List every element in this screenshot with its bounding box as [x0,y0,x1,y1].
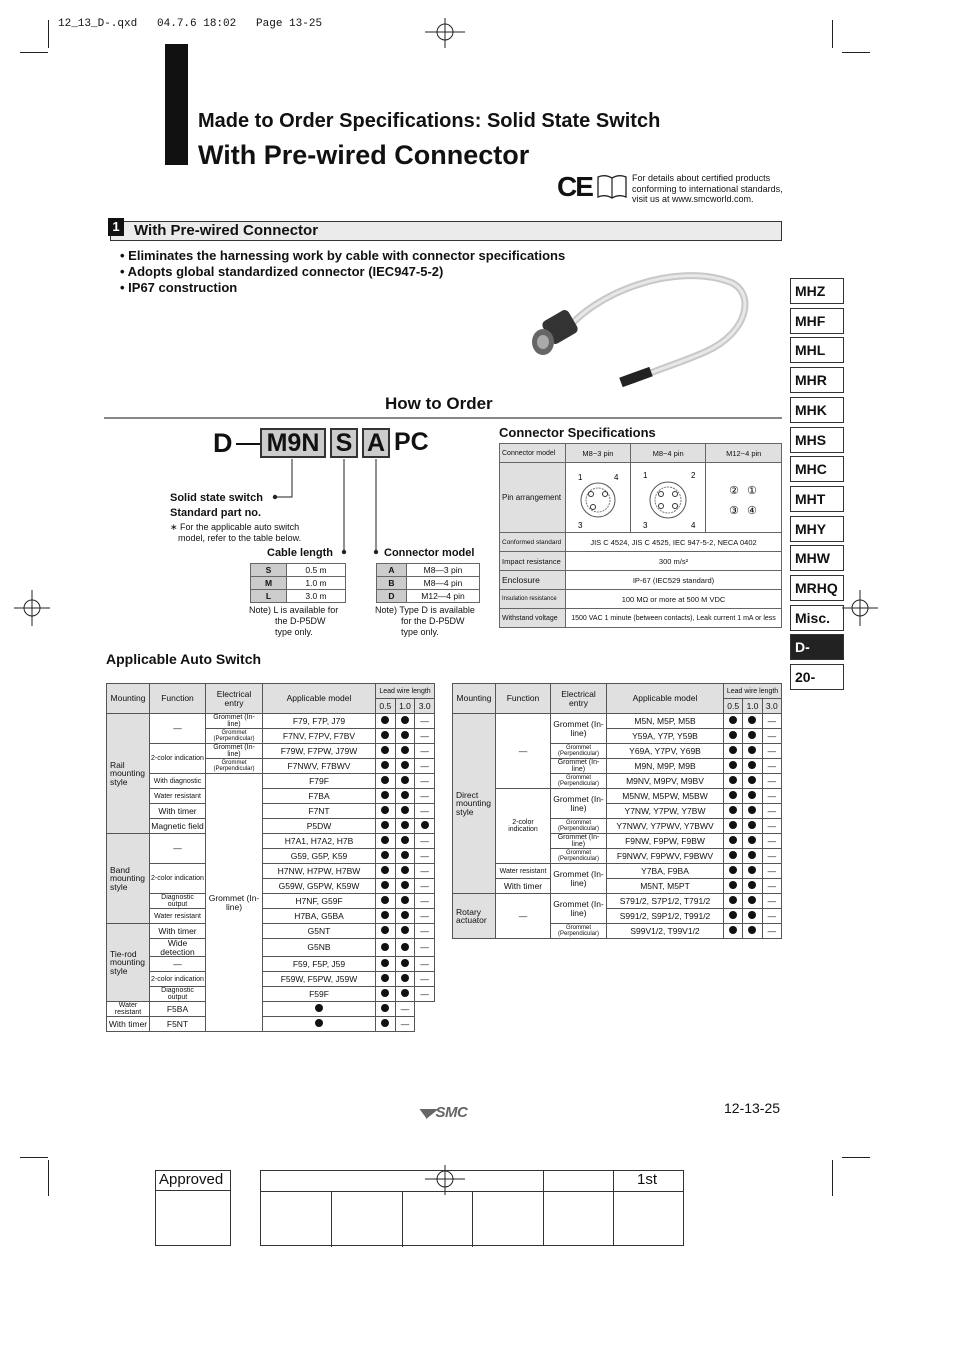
function-cell: With timer [150,804,206,819]
applicable-switch-table-right: Mounting Function Electrical entry Applicable model Lead wire length 0.5 1.0 3.0 Direct mounting style — Grommet (In-line) M5N, M5P, M5B — Y59A, Y7P, Y59B — Grommet (Perpendicular) Y69A, Y7PV, Y69B — Grommet (In-line) M9N, M9P, M9B — Grommet (Perpendicular) M9NV, M9PV, M9BV — 2-color indication Grommet (In-line) M5NW, M5PW, M5BW — Y7NW, Y7PW, Y7BW — Grommet (Perpendicular) Y7NWV, Y7PWV, Y7BWV — Grommet (In-line) F9NW, F9PW, F9BW — Grommet (Perpendicular) F9NWV, F9PWV, F9BWV — Water resistant Grommet (In-line) Y7BA, F9BA — With timer M5NT, M5PT — Rotary actuator — Grommet (In-line) S791/2, S7P1/2, T791/2 — S991/2, S9P1/2, T991/2 — Grommet (Perpendicular) S99V1/2, T99V1/2 — [452,683,782,939]
divider [104,417,782,419]
model-cell: F9NW, F9PW, F9BW [607,834,724,849]
model-cell: F59F [263,987,376,1002]
available-dot [401,974,409,982]
table-row [453,879,782,894]
available-dot [729,836,737,844]
unavailable-dash: — [415,894,435,909]
unavailable-dash: — [415,924,435,939]
function-cell: With timer [107,1017,150,1032]
available-dot [748,881,756,889]
unavailable-dash: — [762,864,781,879]
function-cell: Wide detection [150,939,206,957]
feature-list [120,248,565,296]
table-row [107,774,435,789]
available-dot [748,896,756,904]
page-title: With Pre-wired Connector [198,140,530,170]
model-cell: G5NT [263,924,376,939]
available-dot [401,806,409,814]
available-dot [748,746,756,754]
section-number: 1 [108,218,124,236]
available-dot [381,746,389,754]
model-cell: M9N, M9P, M9B [607,759,724,774]
function-cell: — [150,714,206,744]
available-dot [729,821,737,829]
available-dot [729,851,737,859]
table-row [107,924,435,939]
available-dot [748,731,756,739]
available-dot [381,776,389,784]
available-dot [401,776,409,784]
available-dot [729,911,737,919]
entry-cell: Grommet (Perpendicular) [551,819,607,834]
available-dot [401,836,409,844]
available-dot [401,716,409,724]
available-dot [401,761,409,769]
model-cell: G5NB [263,939,376,957]
available-dot [729,761,737,769]
table-row [107,957,435,972]
table-row [107,804,435,819]
model-cell: M5NW, M5PW, M5BW [607,789,724,804]
svg-text:1: 1 [643,470,648,480]
svg-text:3: 3 [643,520,648,530]
available-dot [381,821,389,829]
table-row [107,1017,435,1032]
available-dot [401,851,409,859]
order-prefix: D [213,428,233,458]
table-row [453,864,782,879]
mounting-cell: Band mounting style [107,834,150,924]
available-dot [748,716,756,724]
model-cell: G59, G5P, K59 [263,849,376,864]
table-row [107,789,435,804]
unavailable-dash: — [762,789,781,804]
smc-logo: ◥◤SMC [418,1104,468,1121]
model-cell: F7BA [263,789,376,804]
table-row [107,819,435,834]
available-dot [401,896,409,904]
sidebar-item-mht[interactable]: MHT [790,486,844,512]
svg-text:②: ② [728,483,739,497]
available-dot [748,866,756,874]
available-dot [729,881,737,889]
available-dot [401,731,409,739]
unavailable-dash: — [395,1017,415,1032]
unavailable-dash: — [762,924,781,939]
table-row [453,714,782,729]
available-dot [381,791,389,799]
svg-text:1: 1 [577,472,583,482]
label-note1: ∗ For the applicable auto switch [170,522,300,532]
cable-note: Note) L is available for the D-P5DW type only. [249,605,339,637]
approval-box: Approved [155,1170,231,1246]
sidebar-item-d[interactable]: D- [790,634,844,660]
available-dot [401,943,409,951]
feature-item: • Eliminates the harnessing work by cable with connector specifications [120,248,566,263]
available-dot [401,926,409,934]
entry-cell: Grommet (Perpendicular) [206,759,263,774]
model-cell: Y7BA, F9BA [607,864,724,879]
unavailable-dash: — [762,894,781,909]
unavailable-dash: — [762,714,781,729]
model-cell: S99V1/2, T99V1/2 [607,924,724,939]
entry-cell: Grommet (In-line) [206,744,263,759]
function-cell: Diagnostic output [150,894,206,909]
pin-diagram-m8-4 [633,464,703,530]
unavailable-dash: — [415,804,435,819]
unavailable-dash: — [415,759,435,774]
mounting-cell: Rail mounting style [107,714,150,834]
registration-mark-top [425,18,465,48]
unavailable-dash: — [762,774,781,789]
model-cell: F9NWV, F9PWV, F9BWV [607,849,724,864]
available-dot [381,761,389,769]
table-row [107,1002,435,1017]
function-cell: Diagnostic output [150,987,206,1002]
pin-diagram-m12-4 [709,464,779,530]
svg-text:2: 2 [691,470,696,480]
available-dot [748,926,756,934]
model-cell: F7NV, F7PV, F7BV [263,729,376,744]
available-dot [315,1019,323,1027]
order-connector-box: A [362,428,390,458]
svg-text:④: ④ [746,503,757,517]
sidebar-item-misc[interactable]: Misc. [790,605,844,631]
function-cell: Water resistant [496,864,551,879]
entry-cell: Grommet (In-line) [206,714,263,729]
sidebar-item-mhy[interactable]: MHY [790,516,844,542]
unavailable-dash: — [762,879,781,894]
model-cell: P5DW [263,819,376,834]
sidebar-item-mhr[interactable]: MHR [790,367,844,393]
sidebar-item-mhs[interactable]: MHS [790,427,844,453]
available-dot [748,836,756,844]
sidebar-item-mhf[interactable]: MHF [790,308,844,334]
model-cell: H7NF, G59F [263,894,376,909]
available-dot [729,866,737,874]
unavailable-dash: — [762,744,781,759]
revision-grid: 1st [260,1170,684,1246]
model-cell: Y7NWV, Y7PWV, Y7BWV [607,819,724,834]
sidebar-item-mhz[interactable]: MHZ [790,278,844,304]
table-row [107,834,435,849]
available-dot [315,1004,323,1012]
available-dot [381,926,389,934]
model-cell: S791/2, S7P1/2, T791/2 [607,894,724,909]
table-row [453,894,782,909]
how-to-order-title: How to Order [385,394,493,413]
svg-text:3: 3 [577,520,583,530]
table-row [107,714,435,729]
entry-cell: Grommet (In-line) [206,774,263,1032]
unavailable-dash: — [415,864,435,879]
unavailable-dash: — [415,729,435,744]
sidebar-item-mhc[interactable]: MHC [790,456,844,482]
mounting-cell: Tie-rod mounting style [107,924,150,1002]
cert-note: For details about certified products conforming to international standards, visit us at www.smcworld.com. [632,173,783,204]
sidebar-item-mhw[interactable]: MHW [790,545,844,571]
available-dot [381,866,389,874]
entry-cell: Grommet (Perpendicular) [551,774,607,789]
available-dot [381,911,389,919]
label-solid-state: Solid state switch [170,492,263,504]
unavailable-dash: — [415,909,435,924]
available-dot [381,1019,389,1027]
order-suffix: PC [394,428,429,456]
unavailable-dash: — [415,744,435,759]
header-bar [165,44,188,165]
entry-cell: Grommet (Perpendicular) [551,924,607,939]
available-dot [401,791,409,799]
unavailable-dash: — [762,729,781,744]
function-cell: With diagnostic [150,774,206,789]
table-row [107,972,435,987]
unavailable-dash: — [762,804,781,819]
table-row [107,909,435,924]
sidebar-item-mrhq[interactable]: MRHQ [790,575,844,601]
label-standard-part: Standard part no. [170,507,262,519]
label-connector-model: Connector model [384,547,475,559]
pin-diagram-m8-3 [568,464,628,530]
available-dot [401,866,409,874]
unavailable-dash: — [762,834,781,849]
unavailable-dash: — [395,1002,415,1017]
available-dot [729,896,737,904]
unavailable-dash: — [415,834,435,849]
available-dot [381,974,389,982]
model-cell: Y59A, Y7P, Y59B [607,729,724,744]
model-cell: H7BA, G5BA [263,909,376,924]
model-cell: M5N, M5P, M5B [607,714,724,729]
available-dot [401,881,409,889]
available-dot [381,731,389,739]
table-row [453,789,782,804]
entry-cell: Grommet (Perpendicular) [551,744,607,759]
available-dot [729,926,737,934]
svg-text:4: 4 [691,520,696,530]
model-cell: F79, F7P, J79 [263,714,376,729]
function-cell: 2-color indication [150,972,206,987]
sidebar-item-20[interactable]: 20- [790,664,844,690]
available-dot [729,746,737,754]
entry-cell: Grommet (Perpendicular) [551,849,607,864]
function-cell: Magnetic field [150,819,206,834]
available-dot [401,746,409,754]
available-dot [729,791,737,799]
sidebar-item-mhl[interactable]: MHL [790,337,844,363]
model-cell: F79F [263,774,376,789]
function-cell: With timer [150,924,206,939]
order-cable-box: S [330,428,358,458]
unavailable-dash: — [762,759,781,774]
order-model-box: M9N [260,428,326,458]
unavailable-dash: — [415,714,435,729]
available-dot [401,911,409,919]
unavailable-dash: — [415,939,435,957]
function-cell: 2-color indication [150,864,206,894]
connector-model-table: A M8—3 pin B M8—4 pin D M12—4 pin [376,563,480,603]
page-number: 12-13-25 [724,1100,781,1116]
available-dot [401,989,409,997]
function-cell: Water resistant [150,789,206,804]
model-cell: G59W, G5PW, K59W [263,879,376,894]
entry-cell: Grommet (In-line) [551,714,607,744]
unavailable-dash: — [415,849,435,864]
available-dot [748,911,756,919]
table-row [107,894,435,909]
model-cell: Y69A, Y7PV, Y69B [607,744,724,759]
function-cell: 2-color indication [150,744,206,774]
model-cell: H7NW, H7PW, H7BW [263,864,376,879]
function-cell: Water resistant [107,1002,150,1017]
available-dot [381,881,389,889]
entry-cell: Grommet (In-line) [551,789,607,819]
unavailable-dash: — [415,789,435,804]
svg-text:③: ③ [728,503,739,517]
model-cell: M5NT, M5PT [607,879,724,894]
svg-text:①: ① [746,483,757,497]
function-cell: With timer [496,879,551,894]
ce-mark-icon: CE [557,171,592,202]
available-dot [729,806,737,814]
function-cell: — [496,714,551,789]
product-cable-image [525,262,755,392]
model-cell: F5BA [150,1002,206,1017]
available-dot [381,716,389,724]
unavailable-dash: — [762,909,781,924]
model-cell: F59, F5P, J59 [263,957,376,972]
connector-specs-title: Connector Specifications [499,425,656,440]
mounting-cell: Direct mounting style [453,714,496,894]
entry-cell: Grommet (In-line) [551,864,607,894]
entry-cell: Grommet (In-line) [551,894,607,924]
function-cell: — [496,894,551,939]
available-dot [729,731,737,739]
available-dot [401,821,409,829]
file-slug: 12_13_D-.qxd 04.7.6 18:02 Page 13-25 [58,18,323,30]
section-title: With Pre-wired Connector [134,222,319,239]
available-dot [748,776,756,784]
available-dot [381,836,389,844]
available-dot [748,806,756,814]
unavailable-dash: — [415,987,435,1002]
entry-cell: Grommet (In-line) [551,759,607,774]
registration-mark-right [842,590,878,626]
connector-specs-table: Connector model M8−3 pin M8−4 pin M12−4 pin Pin arrangement 1 4 3 1 2 3 4 ② ① ③ ④ Conformed standard JIS C 4524, JIS C 4525, IEC 947-5-2, NECA 0402 Impact resistance 300 m/s² Enclosure IP-67 (IEC529 standard) Insulation resistance 100 MΩ or more at 500 M VDC Withstand voltage 1500 VAC 1 minute (between contacts), Leak current 1 mA or less [499,443,782,628]
feature-item: • IP67 construction [120,280,238,295]
table-row [107,987,435,1002]
available-dot [748,851,756,859]
available-dot [748,761,756,769]
model-cell: S991/2, S9P1/2, T991/2 [607,909,724,924]
entry-cell: Grommet (In-line) [551,834,607,849]
unavailable-dash: — [415,957,435,972]
available-dot [381,959,389,967]
available-dot [729,776,737,784]
model-cell: M9NV, M9PV, M9BV [607,774,724,789]
entry-cell: Grommet (Perpendicular) [206,729,263,744]
model-cell: F7NWV, F7BWV [263,759,376,774]
function-cell: — [150,957,206,972]
unavailable-dash: — [415,972,435,987]
unavailable-dash: — [415,774,435,789]
registration-mark-left [14,590,50,626]
unavailable-dash: — [762,819,781,834]
unavailable-dash: — [762,849,781,864]
connector-note: Note) Type D is available for the D-P5DW type only. [375,605,475,637]
available-dot [729,716,737,724]
model-cell: F59W, F5PW, J59W [263,972,376,987]
function-cell: — [150,834,206,864]
cable-length-table: S 0.5 m M 1.0 m L 3.0 m [250,563,346,603]
available-dot [421,821,429,829]
unavailable-dash: — [415,879,435,894]
sidebar-item-mhk[interactable]: MHK [790,397,844,423]
available-dot [381,806,389,814]
page-subtitle: Made to Order Specifications: Solid State Switch [198,110,661,132]
model-cell: F79W, F7PW, J79W [263,744,376,759]
svg-text:4: 4 [613,472,619,482]
function-cell: Water resistant [150,909,206,924]
model-cell: F7NT [263,804,376,819]
model-cell: F5NT [150,1017,206,1032]
available-dot [748,791,756,799]
mounting-cell: Rotary actuator [453,894,496,939]
table-row [107,864,435,879]
book-icon [596,174,628,200]
table-row [107,744,435,759]
function-cell: 2-color indication [496,789,551,864]
model-cell: H7A1, H7A2, H7B [263,834,376,849]
available-dot [381,943,389,951]
feature-item: • Adopts global standardized connector (IEC947-5-2) [120,264,444,279]
model-cell: Y7NW, Y7PW, Y7BW [607,804,724,819]
available-dot [381,896,389,904]
order-dash [236,443,260,445]
available-dot [381,1004,389,1012]
table-row [107,939,435,957]
available-dot [401,959,409,967]
label-cable-length: Cable length [267,547,334,559]
available-dot [381,989,389,997]
available-dot [748,821,756,829]
applicable-switch-table-left: Mounting Function Electrical entry Applicable model Lead wire length 0.5 1.0 3.0 Rail mounting style — Grommet (In-line) F79, F7P, J79 — Grommet (Perpendicular) F7NV, F7PV, F7BV — 2-color indication Grommet (In-line) F79W, F7PW, J79W — Grommet (Perpendicular) F7NWV, F7BWV — With diagnostic Grommet (In-line) F79F — Water resistant F7BA — With timer F7NT — Magnetic field P5DW Band mounting style — H7A1, H7A2, H7B — G59, G5P, K59 — 2-color indication H7NW, H7PW, H7BW — G59W, G5PW, K59W — Diagnostic output H7NF, G59F — Water resistant H7BA, G5BA — Tie-rod mounting style With timer G5NT — Wide detection G5NB — — F59, F5P, J59 — 2-color indication F59W, F5PW, J59W — Diagnostic output F59F — Water resistant F5BA — With timer F5NT — [106,683,435,1032]
available-dot [381,851,389,859]
label-note2: model, refer to the table below. [178,533,302,543]
applicable-title: Applicable Auto Switch [106,651,262,667]
